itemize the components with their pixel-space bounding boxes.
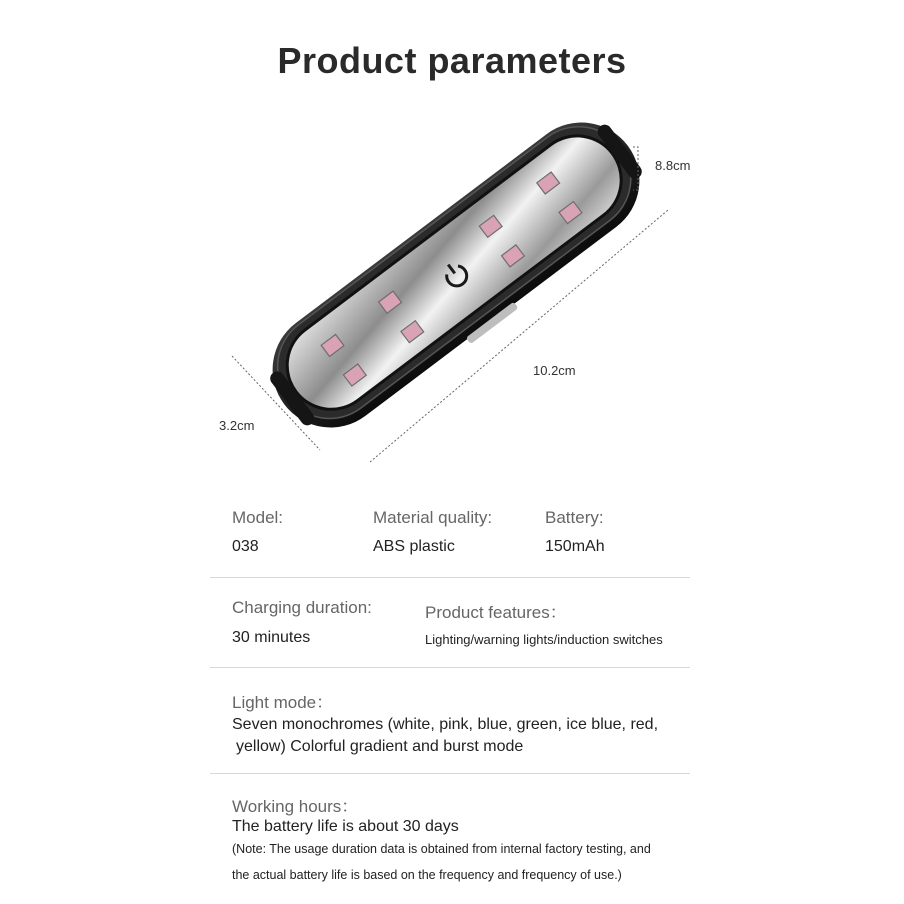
specs-row-charging [210, 578, 690, 668]
dimension-length-label: 10.2cm [533, 363, 576, 378]
page-title: Product parameters [277, 40, 627, 81]
specs-row-basic [210, 500, 690, 578]
battery-label: Battery: [545, 508, 604, 527]
dimension-width-label: 3.2cm [219, 418, 255, 433]
working-hours-value: The battery life is about 30 days [232, 818, 459, 835]
light-mode-value-line2: yellow) Colorful gradient and burst mode [236, 738, 524, 755]
light-mode-label: Light mode： [232, 693, 334, 712]
working-hours-label: Working hours： [232, 797, 359, 816]
model-label: Model: [232, 508, 284, 527]
model-value: 038 [232, 538, 259, 555]
features-value: Lighting/warning lights/induction switches [425, 632, 663, 647]
working-hours-note-line1: (Note: The usage duration data is obtained from internal factory testing, and [232, 842, 651, 856]
charging-label: Charging duration: [232, 598, 372, 617]
specs-table [210, 500, 690, 894]
specs-row-light-mode [210, 668, 690, 774]
dimension-height-label: 8.8cm [655, 158, 691, 173]
material-value: ABS plastic [373, 538, 455, 555]
charging-value: 30 minutes [232, 629, 311, 646]
features-label: Product features： [425, 603, 567, 622]
specs-row-working-hours [210, 774, 690, 894]
light-mode-value-line1: Seven monochromes (white, pink, blue, green, ice blue, red, [232, 716, 659, 733]
working-hours-note-line2: the actual battery life is based on the frequency and frequency of use.) [232, 868, 622, 882]
material-label: Material quality: [373, 508, 493, 527]
device-body [249, 99, 666, 455]
battery-value: 150mAh [545, 538, 605, 555]
